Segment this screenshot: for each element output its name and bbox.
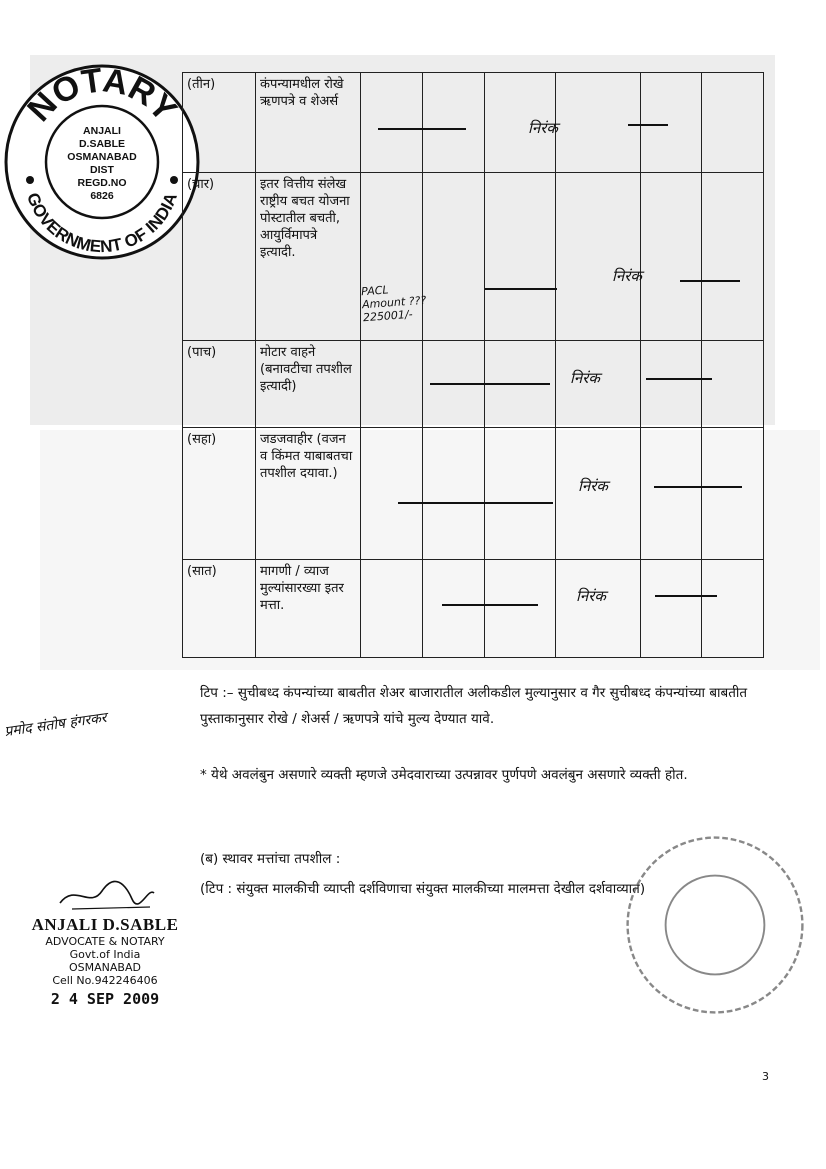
handwritten-dash: [442, 604, 538, 606]
row-description: जडजवाहीर (वजन व किंमत याबाबतचा तपशील दयावा.): [256, 427, 361, 559]
handwritten-dash: [378, 128, 466, 130]
handwritten-dash: [398, 502, 553, 504]
handwritten-value: निरंक: [576, 587, 606, 605]
notary-seal-stamp: [2, 62, 202, 262]
row-number: (तीन): [183, 73, 256, 173]
row-number: (सात): [183, 559, 256, 657]
notary-date: 2 4 SEP 2009: [50, 990, 160, 1008]
note-listed-companies: टिप :– सुचीबध्द कंपन्यांच्या बाबतीत शेअर बाजारातील अलीकडील मुल्यानुसार व गैर सुचीबध्द कंपन्यांच्या बाबतीत पुस्ताकानुसार रोखे / शेअर्स / ऋणपत्रे यांचे मुल्य देण्यात यावे.: [200, 685, 748, 727]
movable-assets-table: [182, 72, 764, 658]
table-row: [183, 427, 764, 559]
notary-signature: [20, 875, 190, 915]
row-description: मोटार वाहने (बनावटीचा तपशील इत्यादी): [256, 341, 361, 427]
handwritten-dash: [646, 378, 712, 380]
row-number: (सहा): [183, 427, 256, 559]
stamp-top-text: NOTARY: [20, 62, 184, 129]
stamp-center-line-2: D.SABLE: [78, 138, 126, 150]
page-number: 3: [762, 1070, 769, 1083]
notary-title: ADVOCATE & NOTARY: [45, 935, 165, 948]
notary-name: ANJALI D.SABLE: [31, 915, 179, 934]
row-description: इतर वित्तीय संलेख राष्ट्रीय बचत योजना पोस्टातील बचती, आयुर्विमापत्रे इत्यादी.: [256, 173, 361, 341]
stamp-center-line-3: OSMANABAD: [67, 151, 137, 163]
handwritten-dash: [655, 595, 717, 597]
handwritten-dash: [654, 486, 742, 488]
row-number: (पाच): [183, 341, 256, 427]
handwritten-value: निरंक: [612, 267, 642, 285]
handwritten-value: निरंक: [570, 369, 600, 387]
handwritten-dash: [485, 288, 557, 290]
notary-place: OSMANABAD: [69, 961, 141, 974]
handwritten-pacl-note: PACL Amount ??? 225001/-: [360, 283, 427, 325]
handwritten-value: निरंक: [578, 477, 608, 495]
section-immovable-assets: (ब) स्थावर मत्तांचा तपशील :: [200, 851, 341, 867]
handwritten-dash: [680, 280, 740, 282]
table-row: [183, 73, 764, 173]
signature-scribble-icon: [50, 875, 160, 915]
note-joint-ownership: (टिप : संयुक्त मालकीची व्याप्ती दर्शविणाचा संयुक्त मालकीच्या मालमत्ता देखील दर्शवाव्यात): [200, 881, 646, 897]
faded-notary-stamp: [620, 830, 810, 1020]
row-description: मागणी / व्याज मुल्यांसारख्या इतर मत्ता.: [256, 559, 361, 657]
stamp-center-line-4: DIST: [90, 164, 114, 176]
notary-cell: Cell No.942246406: [52, 974, 158, 987]
handwritten-value: निरंक: [528, 119, 558, 137]
stamp-bottom-text: GOVERNMENT OF INDIA: [22, 190, 181, 257]
table-row: [183, 559, 764, 657]
note-dependents: * येथे अवलंबुन असणारे व्यक्ती म्हणजे उमेदवाराच्या उत्पन्नावर पुर्णपणे अवलंबुन असणारे व्यक्ती होत.: [200, 767, 688, 783]
notary-govt: Govt.of India: [69, 948, 141, 961]
row-number: (चार): [183, 173, 256, 341]
stamp-center-line-5: REGD.NO: [77, 177, 127, 189]
row-description: कंपन्यामधील रोखे ऋणपत्रे व शेअर्स: [256, 73, 361, 173]
handwritten-dash: [430, 383, 550, 385]
stamp-center-line-1: ANJALI: [83, 125, 121, 137]
notary-attestation: [20, 875, 190, 1008]
handwritten-signature: प्रमोद संतोष हंगरकर: [3, 709, 108, 741]
handwritten-dash: [628, 124, 668, 126]
table-row: [183, 173, 764, 341]
stamp-center-line-6: 6826: [90, 190, 114, 202]
